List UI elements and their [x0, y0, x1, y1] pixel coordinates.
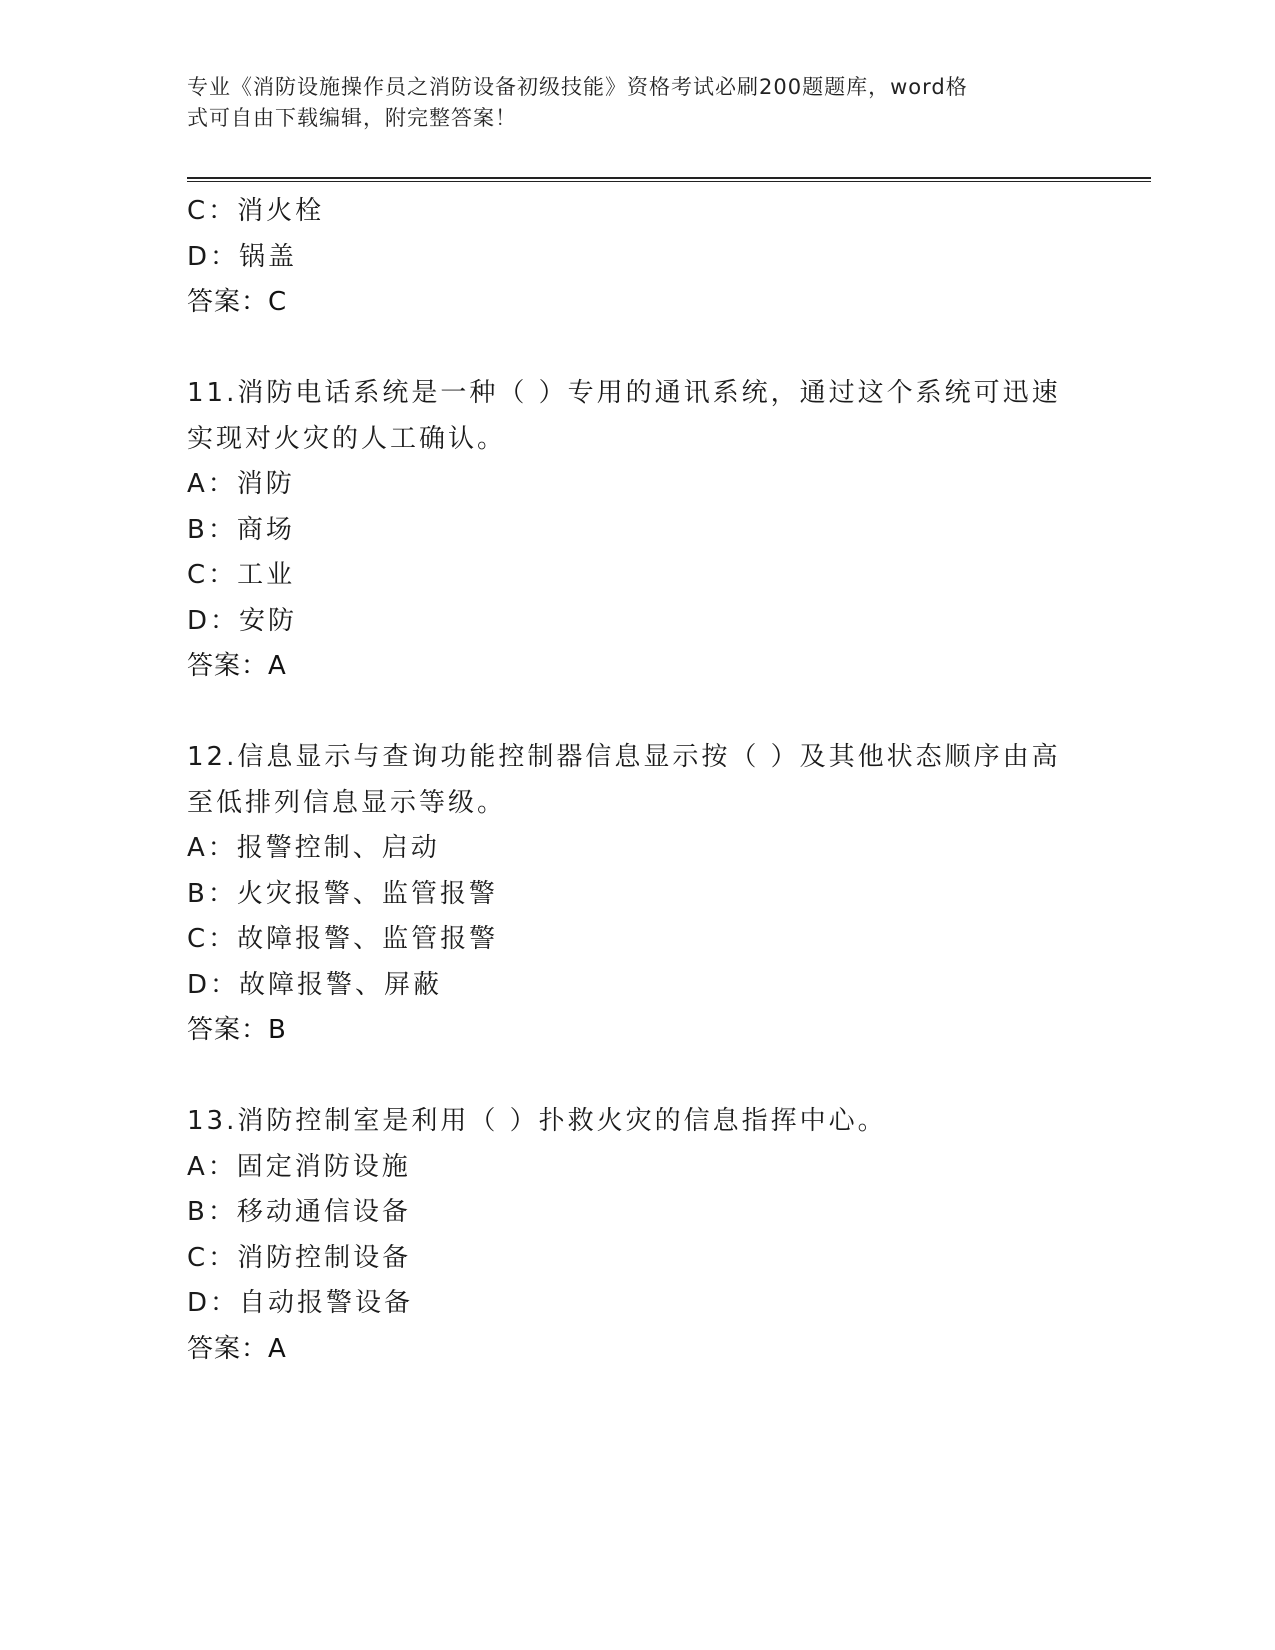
- option-c: C：消防控制设备: [187, 1242, 412, 1273]
- option-c: C：工业: [187, 560, 296, 590]
- header-line-2: 式可自由下载编辑，附完整答案！: [187, 106, 517, 130]
- option-d: D：锅盖: [187, 241, 298, 272]
- header-line-1: 专业《消防设施操作员之消防设备初级技能》资格考试必刷200题题库，word格: [187, 75, 968, 99]
- option-d: D：安防: [187, 605, 298, 636]
- option-a: A：消防: [187, 469, 295, 499]
- option-c: C：故障报警、监管报警: [187, 924, 499, 954]
- document-body: [187, 189, 1087, 1372]
- question-12: [187, 735, 1087, 1054]
- option-d: D：自动报警设备: [187, 1288, 414, 1318]
- answer-line: 答案：B: [187, 1015, 287, 1045]
- page-header: [187, 72, 1067, 134]
- question-stem: 11.消防电话系统是一种（ ）专用的通讯系统，通过这个系统可迅速: [187, 378, 1061, 408]
- question-10-continued: [187, 189, 1087, 326]
- question-stem: 13.消防控制室是利用（ ）扑救火灾的信息指挥中心。: [187, 1106, 887, 1136]
- answer-line: 答案：A: [187, 651, 287, 681]
- question-stem: 12.信息显示与查询功能控制器信息显示按（ ）及其他状态顺序由高: [187, 742, 1061, 772]
- option-a: A：报警控制、启动: [187, 833, 440, 863]
- header-divider-thin: [187, 181, 1151, 182]
- option-d: D：故障报警、屏蔽: [187, 969, 443, 1000]
- question-stem-continued: 至低排列信息显示等级。: [187, 787, 507, 818]
- answer-line: 答案：C: [187, 287, 288, 317]
- question-11: [187, 371, 1087, 690]
- question-stem-continued: 实现对火灾的人工确认。: [187, 423, 507, 454]
- answer-line: 答案：A: [187, 1333, 287, 1364]
- header-divider-thick: [187, 177, 1151, 179]
- spacer: [187, 326, 1087, 372]
- option-b: B：火灾报警、监管报警: [187, 878, 498, 909]
- spacer: [187, 1054, 1087, 1100]
- option-c: C：消火栓: [187, 196, 325, 226]
- option-a: A：固定消防设施: [187, 1151, 411, 1182]
- option-b: B：移动通信设备: [187, 1197, 411, 1227]
- question-13: [187, 1099, 1087, 1372]
- spacer: [187, 690, 1087, 736]
- option-b: B：商场: [187, 514, 295, 545]
